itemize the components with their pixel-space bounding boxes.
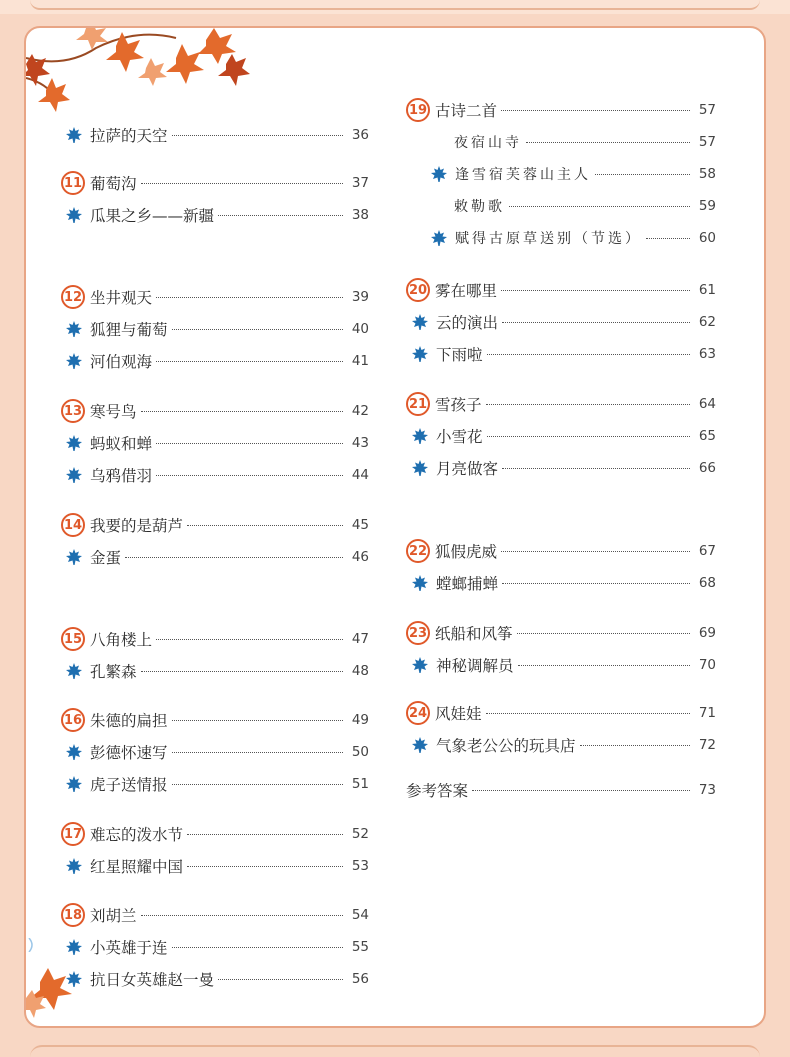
maple-leaf-icon (431, 166, 447, 182)
page-number: 71 (698, 705, 716, 721)
toc-entry[interactable] (61, 399, 369, 423)
toc-entry[interactable] (66, 463, 369, 487)
maple-leaf-icon (412, 460, 428, 476)
entry-title: 乌鸦借羽 (90, 467, 153, 485)
lesson-number-badge: 13 (61, 399, 85, 423)
maple-leaf-icon (66, 858, 82, 874)
toc-entry[interactable] (61, 285, 369, 309)
dot-leader (156, 639, 343, 640)
page-number: 37 (351, 175, 369, 191)
page-number: 36 (351, 127, 369, 143)
toc-entry[interactable] (66, 431, 369, 455)
entry-title: 螳螂捕蝉 (436, 575, 499, 593)
toc-entry[interactable] (66, 349, 369, 373)
toc-entry[interactable] (431, 226, 716, 250)
lesson-number-badge: 20 (406, 278, 430, 302)
toc-entry[interactable] (61, 627, 369, 651)
dot-leader (156, 443, 343, 444)
entry-title: 寒号鸟 (90, 403, 137, 421)
maple-leaf-icon (66, 744, 82, 760)
dot-leader (141, 411, 343, 412)
dot-leader (509, 206, 690, 207)
lesson-number-badge: 18 (61, 903, 85, 927)
entry-title: 神秘调解员 (436, 657, 514, 675)
toc-entry[interactable] (66, 317, 369, 341)
entry-title: 彭德怀速写 (90, 744, 168, 762)
entry-title: 八角楼上 (90, 631, 153, 649)
maple-leaf-icon (66, 939, 82, 955)
dot-leader (502, 468, 690, 469)
entry-title: 河伯观海 (90, 353, 153, 371)
maple-leaf-icon (412, 657, 428, 673)
toc-entry[interactable] (66, 935, 369, 959)
entry-title: 赋得古原草送别（节选） (455, 231, 642, 247)
page-number: 41 (351, 353, 369, 369)
lesson-number-badge: 21 (406, 392, 430, 416)
maple-leaf-icon (66, 207, 82, 223)
entry-title: 云的演出 (436, 314, 499, 332)
toc-entry[interactable] (412, 733, 716, 757)
page-number: 42 (351, 403, 369, 419)
dot-leader (580, 745, 690, 746)
entry-title: 小雪花 (436, 428, 483, 446)
entry-title: 敕勒歌 (454, 199, 505, 215)
entry-title: 我要的是葫芦 (90, 517, 184, 535)
dot-leader (141, 183, 343, 184)
toc-entry[interactable] (61, 708, 369, 732)
page-number: 52 (351, 826, 369, 842)
entry-title: 朱德的扁担 (90, 712, 168, 730)
entry-title: 纸船和风筝 (435, 625, 513, 643)
dot-leader (156, 475, 343, 476)
maple-leaf-icon (66, 663, 82, 679)
dot-leader (487, 354, 690, 355)
entry-title: 金蛋 (90, 549, 122, 567)
entry-title: 雾在哪里 (435, 282, 498, 300)
page-number: 48 (351, 663, 369, 679)
entry-title: 刘胡兰 (90, 907, 137, 925)
toc-entry[interactable] (66, 967, 369, 991)
toc-entry[interactable] (66, 203, 369, 227)
page-number: 55 (351, 939, 369, 955)
dot-leader (172, 784, 343, 785)
toc-entry[interactable] (61, 171, 369, 195)
entry-title: 夜宿山寺 (454, 135, 522, 151)
lesson-number-badge: 16 (61, 708, 85, 732)
toc-entry[interactable] (412, 342, 716, 366)
entry-title: 瓜果之乡——新疆 (90, 207, 215, 225)
dot-leader (502, 322, 690, 323)
page-number: 47 (351, 631, 369, 647)
dot-leader (156, 297, 343, 298)
page-number: 65 (698, 428, 716, 444)
toc-entry[interactable] (61, 513, 369, 537)
entry-title: 坐井观天 (90, 289, 153, 307)
maple-leaf-icon (412, 314, 428, 330)
dot-leader (472, 790, 690, 791)
toc-entry[interactable] (66, 854, 369, 878)
page-number: 67 (698, 543, 716, 559)
dot-leader (172, 720, 343, 721)
toc-entry[interactable] (412, 571, 716, 595)
dot-leader (141, 671, 343, 672)
maple-leaf-icon (66, 549, 82, 565)
toc-entry[interactable] (406, 701, 716, 725)
entry-title: 气象老公公的玩具店 (436, 737, 576, 755)
lesson-number-badge: 23 (406, 621, 430, 645)
toc-entry[interactable] (412, 653, 716, 677)
dot-leader (526, 142, 690, 143)
entry-title: 参考答案 (406, 782, 469, 800)
dot-leader (646, 238, 690, 239)
page-number: 53 (351, 858, 369, 874)
toc-entry[interactable] (66, 545, 369, 569)
maple-leaf-icon (66, 435, 82, 451)
toc-entry[interactable] (412, 424, 716, 448)
entry-title: 小英雄于连 (90, 939, 168, 957)
page-number: 73 (698, 782, 716, 798)
page-number: 38 (351, 207, 369, 223)
maple-leaf-icon (66, 467, 82, 483)
maple-leaf-icon (66, 776, 82, 792)
page-number: 46 (351, 549, 369, 565)
maple-leaf-icon (66, 971, 82, 987)
toc-entry[interactable] (412, 456, 716, 480)
lesson-number-badge: 11 (61, 171, 85, 195)
lesson-number-badge: 12 (61, 285, 85, 309)
maple-leaf-icon (66, 321, 82, 337)
toc-entry[interactable] (412, 310, 716, 334)
page-number: 57 (698, 134, 716, 150)
toc-entry[interactable] (454, 194, 716, 218)
toc-entry[interactable] (66, 740, 369, 764)
page-number: 51 (351, 776, 369, 792)
entry-title: 风娃娃 (435, 705, 482, 723)
entry-title: 逢雪宿芙蓉山主人 (455, 167, 591, 183)
lesson-number-badge: 15 (61, 627, 85, 651)
maple-leaf-icon (412, 346, 428, 362)
dot-leader (502, 583, 690, 584)
entry-title: 蚂蚁和蝉 (90, 435, 153, 453)
entry-title: 拉萨的天空 (90, 127, 168, 145)
page-number: 66 (698, 460, 716, 476)
decorative-dot (28, 938, 36, 952)
toc-entry[interactable] (406, 621, 716, 645)
toc-entry[interactable] (66, 123, 369, 147)
dot-leader (501, 110, 690, 111)
maple-leaves-decoration (26, 28, 266, 138)
dot-leader (187, 834, 343, 835)
toc-entry[interactable] (66, 772, 369, 796)
page-number: 50 (351, 744, 369, 760)
lesson-number-badge: 14 (61, 513, 85, 537)
dot-leader (595, 174, 690, 175)
lesson-number-badge: 22 (406, 539, 430, 563)
dot-leader (125, 557, 343, 558)
maple-leaf-icon (412, 575, 428, 591)
dot-leader (172, 752, 343, 753)
toc-entry[interactable] (406, 98, 716, 122)
page-number: 61 (698, 282, 716, 298)
page-number: 40 (351, 321, 369, 337)
toc-entry[interactable] (406, 392, 716, 416)
toc-entry[interactable] (406, 278, 716, 302)
entry-title: 下雨啦 (436, 346, 483, 364)
lesson-number-badge: 17 (61, 822, 85, 846)
dot-leader (218, 215, 343, 216)
dot-leader (187, 525, 343, 526)
page-number: 69 (698, 625, 716, 641)
page-number: 44 (351, 467, 369, 483)
dot-leader (518, 665, 690, 666)
dot-leader (501, 551, 690, 552)
page-number: 70 (698, 657, 716, 673)
dot-leader (218, 979, 343, 980)
page-number: 68 (698, 575, 716, 591)
page-number: 58 (698, 166, 716, 182)
maple-leaf-icon (412, 428, 428, 444)
dot-leader (486, 713, 690, 714)
page-number: 60 (698, 230, 716, 246)
toc-entry[interactable] (61, 822, 369, 846)
entry-title: 抗日女英雄赵一曼 (90, 971, 215, 989)
dot-leader (172, 329, 343, 330)
page-number: 62 (698, 314, 716, 330)
dot-leader (172, 947, 343, 948)
page-number: 56 (351, 971, 369, 987)
dot-leader (156, 361, 343, 362)
page-number: 64 (698, 396, 716, 412)
dot-leader (517, 633, 690, 634)
maple-leaf-icon (66, 127, 82, 143)
page-number: 57 (698, 102, 716, 118)
dot-leader (172, 135, 343, 136)
lesson-number-badge: 19 (406, 98, 430, 122)
toc-entry[interactable] (66, 659, 369, 683)
bottom-decorative-strip (30, 1045, 760, 1057)
page-number: 43 (351, 435, 369, 451)
page-number: 49 (351, 712, 369, 728)
dot-leader (141, 915, 343, 916)
page-number: 45 (351, 517, 369, 533)
maple-leaf-icon (412, 737, 428, 753)
page-number: 72 (698, 737, 716, 753)
entry-title: 古诗二首 (435, 102, 498, 120)
dot-leader (501, 290, 690, 291)
entry-title: 狐假虎威 (435, 543, 498, 561)
toc-entry[interactable] (61, 903, 369, 927)
page-number: 59 (698, 198, 716, 214)
entry-title: 虎子送情报 (90, 776, 168, 794)
dot-leader (187, 866, 343, 867)
entry-title: 月亮做客 (436, 460, 499, 478)
entry-title: 难忘的泼水节 (90, 826, 184, 844)
toc-entry[interactable] (406, 778, 716, 802)
top-decorative-strip (0, 0, 790, 14)
dot-leader (486, 404, 690, 405)
toc-entry[interactable] (406, 539, 716, 563)
page-number: 63 (698, 346, 716, 362)
toc-card (24, 26, 766, 1028)
maple-leaf-icon (431, 230, 447, 246)
toc-entry[interactable] (431, 162, 716, 186)
lesson-number-badge: 24 (406, 701, 430, 725)
entry-title: 雪孩子 (435, 396, 482, 414)
entry-title: 葡萄沟 (90, 175, 137, 193)
page-number: 39 (351, 289, 369, 305)
page-number: 54 (351, 907, 369, 923)
entry-title: 孔繁森 (90, 663, 137, 681)
dot-leader (487, 436, 690, 437)
entry-title: 红星照耀中国 (90, 858, 184, 876)
maple-leaf-icon (66, 353, 82, 369)
entry-title: 狐狸与葡萄 (90, 321, 168, 339)
toc-entry[interactable] (454, 130, 716, 154)
